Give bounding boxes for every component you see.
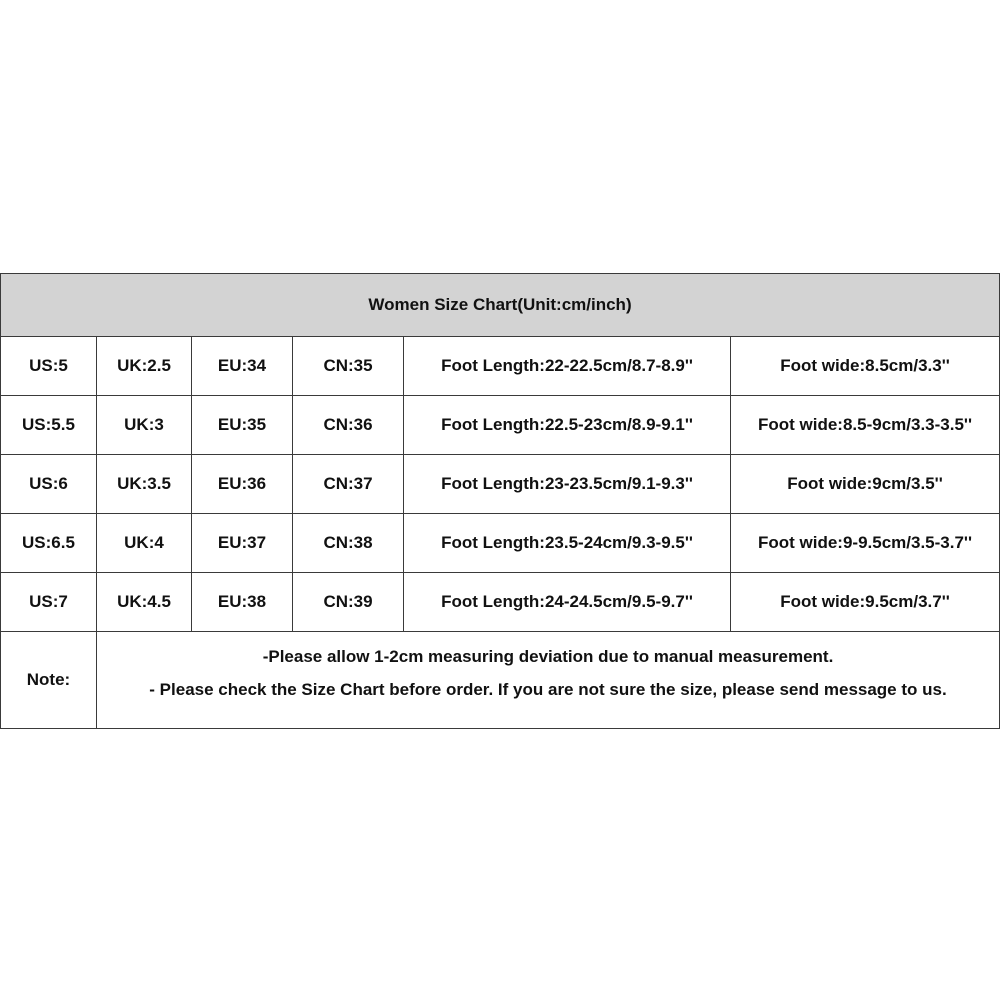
note-line: - Please check the Size Chart before order. If you are not sure the size, please send message to us. [149, 680, 947, 699]
eu-size-cell: EU:34 [192, 337, 293, 396]
note-text-block [97, 640, 999, 720]
eu-size-cell: EU:38 [192, 573, 293, 632]
foot-length-cell: Foot Length:22-22.5cm/8.7-8.9'' [404, 337, 731, 396]
eu-size-cell: EU:35 [192, 396, 293, 455]
us-size-cell: US:5 [1, 337, 97, 396]
uk-size-cell: UK:3.5 [97, 455, 192, 514]
note-line: -Please allow 1-2cm measuring deviation due to manual measurement. [262, 647, 834, 666]
table-row [1, 337, 1000, 396]
foot-length-cell: Foot Length:23.5-24cm/9.3-9.5'' [404, 514, 731, 573]
cn-size-cell: CN:37 [293, 455, 404, 514]
us-size-cell: US:6.5 [1, 514, 97, 573]
eu-size-cell: EU:36 [192, 455, 293, 514]
foot-wide-cell: Foot wide:9-9.5cm/3.5-3.7'' [731, 514, 1000, 573]
foot-length-cell: Foot Length:22.5-23cm/8.9-9.1'' [404, 396, 731, 455]
uk-size-cell: UK:4 [97, 514, 192, 573]
uk-size-cell: UK:3 [97, 396, 192, 455]
foot-wide-cell: Foot wide:8.5cm/3.3'' [731, 337, 1000, 396]
table-row [1, 514, 1000, 573]
table-row [1, 455, 1000, 514]
table-row [1, 573, 1000, 632]
cn-size-cell: CN:36 [293, 396, 404, 455]
size-chart-table [0, 273, 1000, 729]
foot-wide-cell: Foot wide:8.5-9cm/3.3-3.5'' [731, 396, 1000, 455]
table-row [1, 396, 1000, 455]
note-text [97, 632, 1000, 729]
us-size-cell: US:5.5 [1, 396, 97, 455]
uk-size-cell: UK:2.5 [97, 337, 192, 396]
cn-size-cell: CN:35 [293, 337, 404, 396]
cn-size-cell: CN:39 [293, 573, 404, 632]
us-size-cell: US:6 [1, 455, 97, 514]
note-row [1, 632, 1000, 729]
us-size-cell: US:7 [1, 573, 97, 632]
foot-wide-cell: Foot wide:9.5cm/3.7'' [731, 573, 1000, 632]
title-row [1, 274, 1000, 337]
note-label: Note: [1, 632, 97, 729]
eu-size-cell: EU:37 [192, 514, 293, 573]
foot-length-cell: Foot Length:24-24.5cm/9.5-9.7'' [404, 573, 731, 632]
table-title: Women Size Chart(Unit:cm/inch) [1, 274, 1000, 337]
uk-size-cell: UK:4.5 [97, 573, 192, 632]
cn-size-cell: CN:38 [293, 514, 404, 573]
foot-length-cell: Foot Length:23-23.5cm/9.1-9.3'' [404, 455, 731, 514]
foot-wide-cell: Foot wide:9cm/3.5'' [731, 455, 1000, 514]
